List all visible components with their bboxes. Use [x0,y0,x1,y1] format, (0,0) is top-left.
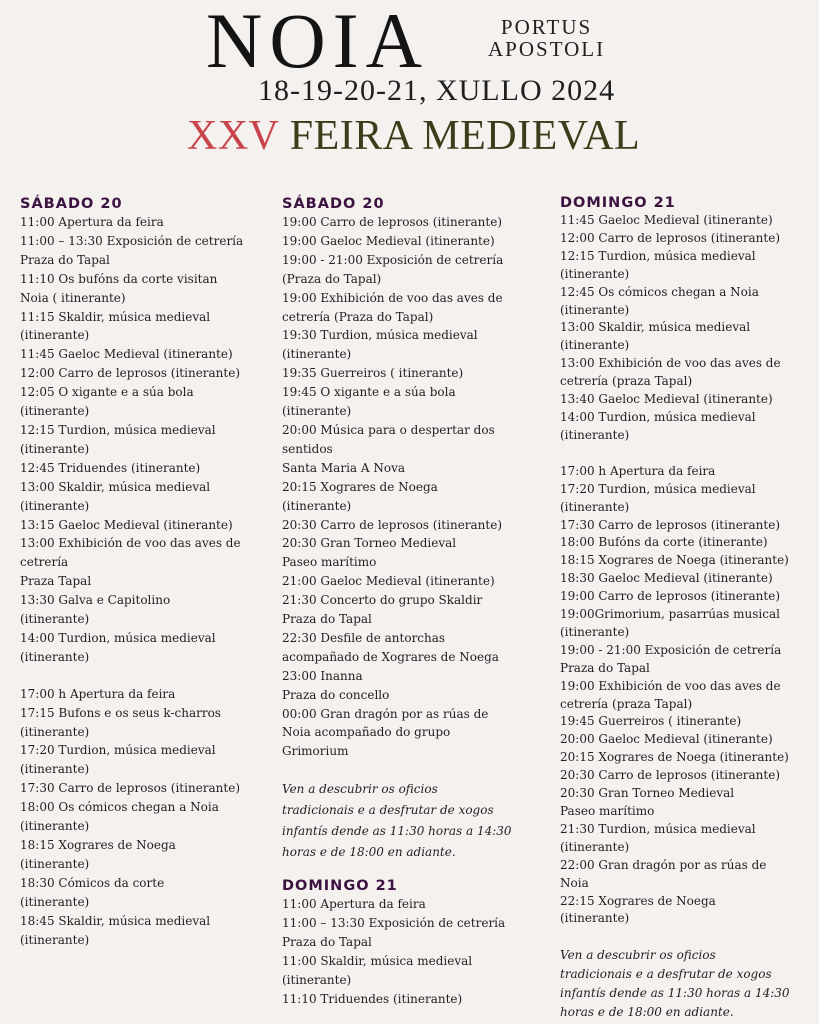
poster-subtitle [488,16,605,60]
schedule-entry: 11:00 Apertura da feira [20,215,164,229]
schedule-entry: 14:00 Turdion, música medieval [560,409,756,424]
schedule-entry: Ven a descubrir os oficios [560,948,716,963]
schedule-entry: sentidos [282,441,333,456]
schedule-entry: 18:45 Skaldir, música medieval [20,913,211,928]
schedule-entry: 20:30 Carro de leprosos (itinerante) [282,517,503,532]
schedule-entry: 19:30 Turdion, música medieval [282,328,478,343]
schedule-entry: 12:05 O xigante e a súa bola [20,385,194,400]
subtitle-line-2: APOSTOLI [488,37,606,61]
schedule-entry: 11:00 Apertura da feira [282,897,426,912]
schedule-entry: 18:30 Cómicos da corte [20,875,165,890]
schedule-entry: 11:15 Skaldir, música medieval [20,309,211,324]
schedule-entry: 18:15 Xograres de Noega [20,838,176,852]
schedule-entry: (itinerante) [282,972,352,987]
schedule-entry: 11:10 Os bufóns da corte visitan [20,271,218,286]
schedule-entry: horas e de 18:00 en adiante. [560,1005,734,1020]
schedule-entry: Praza do Tapal [560,660,650,675]
schedule-entry: (itinerante) [20,612,90,627]
schedule-entry: acompañado de Xograres de Noega [282,649,499,664]
schedule-entry: Praza Tapal [20,574,92,589]
schedule-entry: 18:15 Xograres de Noega (itinerante) [560,553,789,568]
schedule-entry: Grimorium [282,744,349,759]
schedule-entry: horas e de 18:00 en adiante. [282,845,456,860]
schedule-entry: (Praza do Tapal) [282,271,382,286]
schedule-entry: 17:00 h Apertura da feira [560,463,716,478]
day-heading: SÁBADO 20 [282,196,385,212]
subtitle-line-1: PORTUS [500,15,593,39]
schedule-entry: Noia [560,875,589,890]
schedule-entry: 12:15 Turdion, música medieval [20,422,216,437]
schedule-entry: 21:00 Gaeloc Medieval (itinerante) [282,574,495,589]
schedule-entry: 12:45 Triduendes (itinerante) [20,460,201,475]
schedule-entry: (itinerante) [560,338,630,353]
schedule-column-saturday-1 [20,195,268,949]
schedule-entry: (itinerante) [20,819,90,834]
entry-list [282,895,532,1008]
schedule-entry: 12:15 Turdion, música medieval [560,248,756,263]
schedule-entry: 22:30 Desfile de antorchas [282,630,446,645]
entry-list [282,213,532,761]
schedule-entry: cetrería (praza Tapal) [560,374,693,389]
schedule-entry: (itinerante) [20,649,90,664]
schedule-entry: 23:00 Inanna [282,668,363,683]
schedule-entry: (itinerante) [20,894,90,909]
schedule-entry: 13:00 Skaldir, música medieval [560,320,751,335]
schedule-entry: 19:00 Carro de leprosos (itinerante) [282,215,503,229]
schedule-entry: 12:00 Carro de leprosos (itinerante) [20,366,241,381]
schedule-column-saturday-2 [282,195,532,1009]
schedule-entry: Praza do Tapal [20,252,110,267]
edition-number: XXV [187,113,279,159]
schedule-entry: 18:00 Bufóns da corte (itinerante) [560,535,768,550]
schedule-entry: Santa Maria A Nova [282,460,406,475]
schedule-entry: (itinerante) [560,499,630,514]
schedule-entry: 11:45 Gaeloc Medieval (itinerante) [560,213,773,227]
entry-list [560,463,805,929]
schedule-entry: tradicionais e a desfrutar de xogos [560,967,772,982]
schedule-entry: (itinerante) [560,839,630,854]
schedule-entry: 11:10 Triduendes (itinerante) [282,991,463,1006]
schedule-entry: 19:00 Carro de leprosos (itinerante) [560,589,781,604]
schedule-entry: Noia acompañado do grupo [282,725,451,740]
schedule-entry: 13:00 Skaldir, música medieval [20,479,211,494]
schedule-entry: (itinerante) [560,427,630,442]
schedule-entry: infantís dende as 11:30 horas a 14:30 [560,986,790,1001]
schedule-entry: (itinerante) [560,624,630,639]
schedule-entry: (itinerante) [20,404,90,419]
schedule-entry: 13:00 Exhibición de voo das aves de [20,536,241,551]
schedule-entry: 13:00 Exhibición de voo das aves de [560,356,781,371]
event-name [187,112,640,160]
schedule-entry: cetrería (praza Tapal) [560,696,693,711]
schedule-entry: infantís dende as 11:30 horas a 14:30 [282,824,512,839]
event-title: FEIRA MEDIEVAL [289,113,641,159]
schedule-entry: 13:40 Gaeloc Medieval (itinerante) [560,392,773,407]
schedule-entry: cetrería [20,555,69,570]
schedule-entry: (itinerante) [20,856,90,871]
schedule-entry: 17:20 Turdion, música medieval [560,481,756,496]
schedule-entry: (itinerante) [20,498,90,513]
schedule-entry: 18:00 Os cómicos chegan a Noia [20,800,219,815]
schedule-entry: 13:15 Gaeloc Medieval (itinerante) [20,517,233,532]
schedule-entry: Ven a descubrir os oficios [282,782,438,797]
schedule-entry: Praza do Tapal [282,935,372,950]
schedule-entry: (itinerante) [560,302,630,317]
schedule-entry: 17:30 Carro de leprosos (itinerante) [560,517,781,532]
info-note [560,946,805,1022]
poster-title: NOIA [206,0,429,84]
schedule-entry: 19:00 Exhibición de voo das aves de [282,290,503,305]
schedule-entry: (itinerante) [20,441,90,456]
schedule-entry: (itinerante) [282,498,352,513]
schedule-entry: (itinerante) [20,328,90,343]
schedule-entry: (itinerante) [560,266,630,281]
schedule-entry: (itinerante) [282,347,352,362]
entry-list [560,212,805,445]
schedule-entry: 20:00 Música para o despertar dos [282,422,495,437]
day-heading: DOMINGO 21 [560,195,676,211]
schedule-entry: 19:00 - 21:00 Exposición de cetrería [282,252,504,267]
schedule-entry: 11:00 – 13:30 Exposición de cetrería [282,916,506,931]
schedule-entry: Noia ( itinerante) [20,290,126,305]
schedule-entry: 20:15 Xograres de Noega [282,479,438,494]
schedule-entry: 17:00 h Apertura da feira [20,686,176,701]
schedule-entry: (itinerante) [282,404,352,419]
schedule-entry: 20:15 Xograres de Noega (itinerante) [560,750,789,765]
schedule-entry: 21:30 Concerto do grupo Skaldir [282,593,483,608]
schedule-entry: 20:30 Gran Torneo Medieval [282,536,457,551]
schedule-entry: 19:00Grimorium, pasarrúas musical [560,607,780,622]
schedule-entry: 00:00 Gran dragón por as rúas de [282,706,489,721]
schedule-entry: 17:15 Bufons e os seus k-charros [20,705,221,720]
schedule-entry: 17:20 Turdion, música medieval [20,743,216,758]
schedule-entry: 11:45 Gaeloc Medieval (itinerante) [20,347,233,362]
schedule-entry: (itinerante) [20,932,90,947]
day-heading: DOMINGO 21 [282,878,398,895]
schedule-entry: 17:30 Carro de leprosos (itinerante) [20,781,241,796]
schedule-entry: 18:30 Gaeloc Medieval (itinerante) [560,571,773,586]
info-note [282,779,532,863]
schedule-entry: 12:00 Carro de leprosos (itinerante) [560,230,781,245]
schedule-entry: 19:35 Guerreiros ( itinerante) [282,366,464,381]
schedule-entry: Paseo marítimo [560,804,655,818]
schedule-entry: (itinerante) [20,724,90,739]
schedule-entry: 11:00 Skaldir, música medieval [282,954,473,968]
schedule-entry: 19:45 O xigante e a súa bola [282,385,456,400]
schedule-column-sunday [560,195,805,1022]
day-heading: SÁBADO 20 [20,196,123,212]
schedule-entry: Praza do concello [282,687,390,702]
schedule-entry: 22:15 Xograres de Noega [560,893,716,908]
schedule-entry: 12:45 Os cómicos chegan a Noia [560,284,759,299]
schedule-entry: Paseo marítimo [282,555,377,570]
schedule-entry: (itinerante) [20,762,90,777]
schedule-entry: 19:45 Guerreiros ( itinerante) [560,714,742,729]
schedule-entry: 20:30 Gran Torneo Medieval [560,786,735,801]
schedule-entry: 13:30 Galva e Capitolino [20,593,171,608]
schedule-entry: tradicionais e a desfrutar de xogos [282,803,494,818]
schedule-entry: 20:30 Carro de leprosos (itinerante) [560,768,781,783]
schedule-entry: 19:00 Exhibición de voo das aves de [560,678,781,693]
schedule-entry: 14:00 Turdion, música medieval [20,630,216,645]
event-dates: 18-19-20-21, XULLO 2024 [258,74,616,107]
entry-list [20,213,268,667]
schedule-entry: 21:30 Turdion, música medieval [560,821,756,836]
schedule-entry: 19:00 - 21:00 Exposición de cetrería [560,642,782,657]
schedule-entry: Praza do Tapal [282,612,372,627]
schedule-entry: 11:00 – 13:30 Exposición de cetrería [20,233,244,248]
schedule-entry: 19:00 Gaeloc Medieval (itinerante) [282,233,495,248]
schedule-entry: (itinerante) [560,911,630,926]
entry-list [20,685,268,950]
schedule-entry: cetrería (Praza do Tapal) [282,309,434,324]
schedule-entry: 22:00 Gran dragón por as rúas de [560,857,767,872]
schedule-entry: 20:00 Gaeloc Medieval (itinerante) [560,732,773,747]
